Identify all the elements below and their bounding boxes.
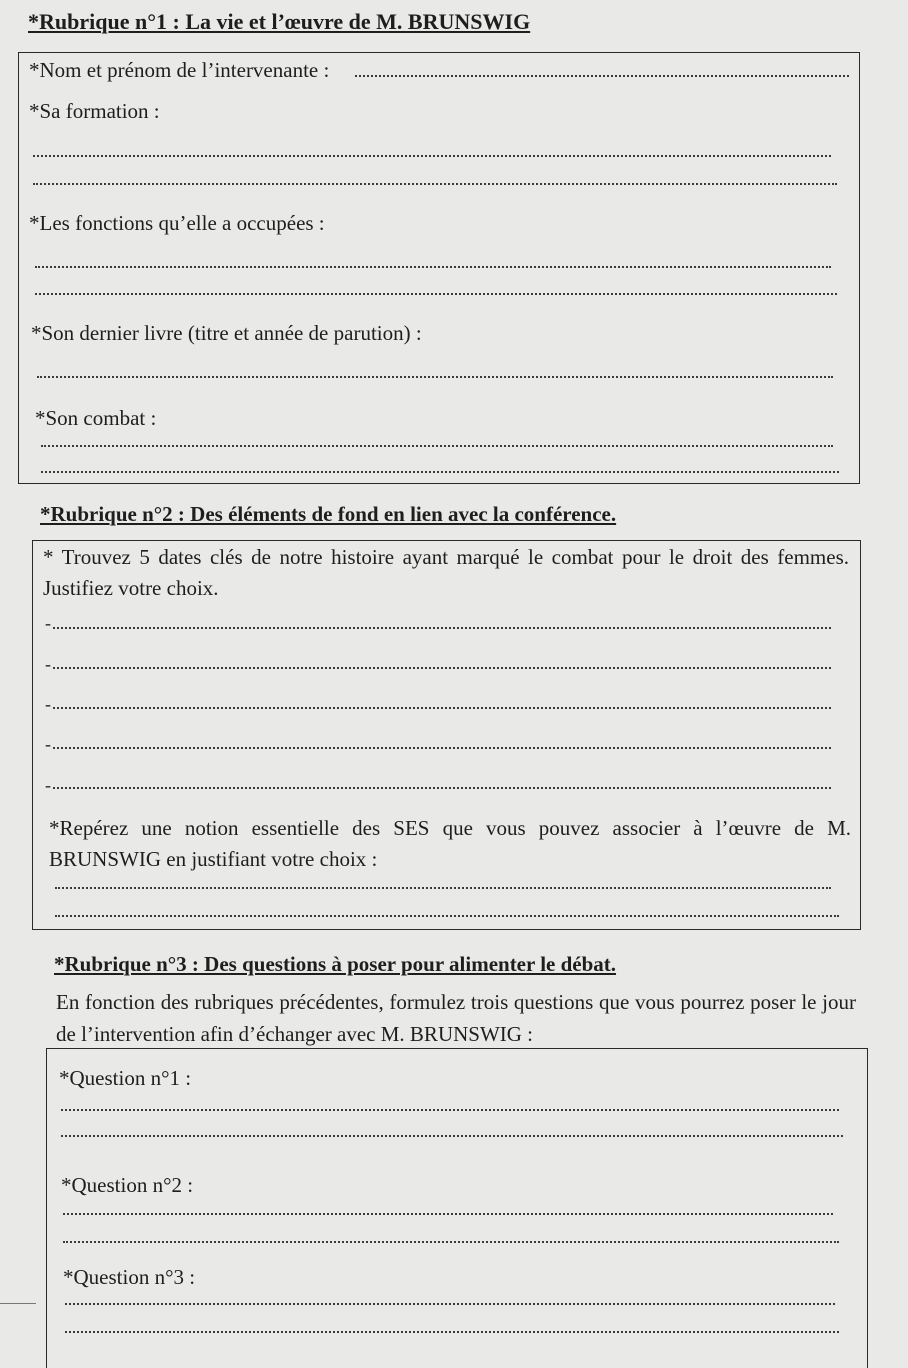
- combat-answer-line-1[interactable]: [41, 445, 833, 447]
- page-edge-mark: [0, 1303, 36, 1304]
- date-dash-2: -: [45, 654, 51, 674]
- rubrique3-box: [46, 1048, 868, 1368]
- question2-label: *Question n°2 :: [61, 1173, 194, 1197]
- fonctions-answer-line-1[interactable]: [35, 266, 831, 268]
- nom-label: *Nom et prénom de l’intervenante :: [29, 58, 330, 82]
- rubrique3-intro: En fonction des rubriques précédentes, formulez trois questions que vous pourrez poser le jour de l’intervention afin d’échanger avec M. BRUNSWIG :: [56, 990, 856, 1046]
- date-dash-5: -: [45, 775, 51, 795]
- livre-answer-line[interactable]: [37, 376, 833, 378]
- dates-instruction: * Trouvez 5 dates clés de notre histoire ayant marqué le combat pour le droit des femmes. Justifiez votre choix.: [43, 545, 849, 600]
- rubrique2-box: [32, 540, 861, 930]
- question2-answer-line-1[interactable]: [63, 1213, 833, 1215]
- question2-answer-line-2[interactable]: [63, 1241, 839, 1243]
- rubrique1-box: [18, 52, 860, 484]
- date-answer-line-1[interactable]: [53, 627, 831, 629]
- date-answer-line-2[interactable]: [53, 667, 831, 669]
- rubrique1-title: *Rubrique n°1 : La vie et l’œuvre de M. BRUNSWIG: [28, 9, 531, 34]
- question3-answer-line-1[interactable]: [65, 1303, 835, 1305]
- date-answer-line-5[interactable]: [53, 787, 831, 789]
- question1-answer-line-2[interactable]: [61, 1135, 843, 1137]
- combat-answer-line-2[interactable]: [41, 471, 839, 473]
- notion-instruction: *Repérez une notion essentielle des SES que vous pouvez associer à l’œuvre de M. BRUNSWIG en justifiant votre choix :: [49, 816, 851, 871]
- fonctions-label: *Les fonctions qu’elle a occupées :: [29, 211, 325, 235]
- rubrique3-title: *Rubrique n°3 : Des questions à poser pour alimenter le débat.: [54, 952, 617, 976]
- combat-label: *Son combat :: [35, 406, 157, 430]
- fonctions-answer-line-2[interactable]: [35, 293, 837, 295]
- notion-answer-line-2[interactable]: [55, 915, 839, 917]
- question1-answer-line-1[interactable]: [61, 1109, 839, 1111]
- question3-label: *Question n°3 :: [63, 1265, 196, 1289]
- nom-answer-line[interactable]: [355, 75, 849, 77]
- formation-answer-line-1[interactable]: [33, 155, 831, 157]
- livre-label: *Son dernier livre (titre et année de parution) :: [31, 321, 422, 345]
- notion-answer-line-1[interactable]: [55, 887, 831, 889]
- date-dash-3: -: [45, 694, 51, 714]
- date-dash-4: -: [45, 734, 51, 754]
- date-answer-line-4[interactable]: [53, 747, 831, 749]
- formation-answer-line-2[interactable]: [33, 183, 837, 185]
- rubrique2-title: *Rubrique n°2 : Des éléments de fond en lien avec la conférence.: [40, 502, 617, 526]
- date-dash-1: -: [45, 613, 51, 633]
- formation-label: *Sa formation :: [29, 99, 160, 123]
- question1-label: *Question n°1 :: [59, 1066, 192, 1090]
- question3-answer-line-2[interactable]: [65, 1331, 839, 1333]
- date-answer-line-3[interactable]: [53, 707, 831, 709]
